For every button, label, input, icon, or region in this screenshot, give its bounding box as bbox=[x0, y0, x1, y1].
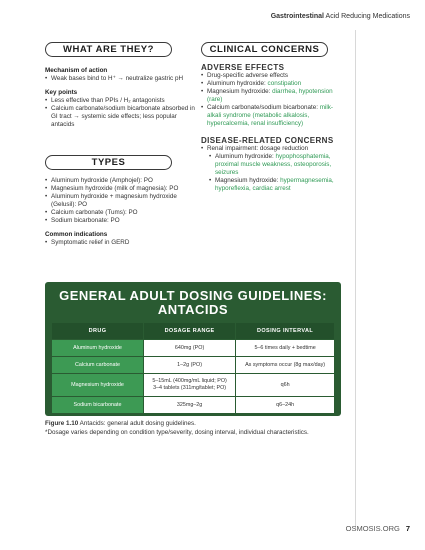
col-header-interval: DOSING INTERVAL bbox=[236, 323, 335, 340]
dosage-cell: 640mg (PO) bbox=[144, 340, 236, 357]
indication-item: • Symptomatic relief in GERD bbox=[45, 239, 195, 247]
col-header-drug: DRUG bbox=[52, 323, 144, 340]
interval-cell: q6–24h bbox=[236, 397, 335, 414]
figure-number: Figure 1.10 bbox=[45, 420, 79, 427]
header-section: Gastrointestinal bbox=[270, 13, 324, 20]
figure-caption bbox=[45, 420, 309, 437]
adverse-effect-item: • Aluminum hydroxide: constipation bbox=[201, 80, 339, 88]
col-header-dosage: DOSAGE RANGE bbox=[144, 323, 236, 340]
interval-cell: As symptoms occur (8g max/day) bbox=[236, 357, 335, 374]
dosage-cell: 1–2g (PO) bbox=[144, 357, 236, 374]
figure-note: *Dosage varies depending on condition type/severity, dosing interval, individual characteristics. bbox=[45, 428, 309, 436]
interval-cell: 5–6 times daily + bedtime bbox=[236, 340, 335, 357]
dosage-cell: 325mg–2g bbox=[144, 397, 236, 414]
adverse-effects-list bbox=[201, 72, 339, 128]
dosing-title-line2: ANTACIDS bbox=[157, 302, 229, 317]
dosage-cell: 5–15mL (400mg/mL liquid; PO) 3–4 tablets (311mg/tablet; PO) bbox=[144, 374, 236, 397]
disease-concerns-list bbox=[201, 145, 339, 193]
page-number: 7 bbox=[405, 524, 410, 533]
drug-cell: Sodium bicarbonate bbox=[52, 397, 144, 414]
type-item: • Sodium bicarbonate: PO bbox=[45, 217, 195, 225]
dosing-title bbox=[45, 289, 341, 317]
left-column-bottom bbox=[45, 177, 195, 247]
footer-site: OSMOSIS.ORG bbox=[345, 524, 400, 533]
adverse-effect-item: • Drug-specific adverse effects bbox=[201, 72, 339, 80]
mechanism-list bbox=[45, 75, 195, 83]
types-heading bbox=[45, 155, 172, 170]
indications-label: Common indications bbox=[45, 231, 108, 238]
figure-text: Antacids: general adult dosing guidelines. bbox=[78, 420, 196, 427]
key-points-list bbox=[45, 97, 195, 129]
margin-divider bbox=[355, 30, 356, 528]
renal-sub-item: • Aluminum hydroxide: hypophosphatemia, proximal muscle weakness, osteoporosis, seizures bbox=[201, 153, 339, 177]
mechanism-label: Mechanism of action bbox=[45, 67, 108, 74]
key-points-label: Key points bbox=[45, 89, 78, 96]
what-are-they-label: WHAT ARE THEY? bbox=[63, 44, 154, 55]
key-point-item: • Less effective than PPIs / H₂ antagonists bbox=[45, 97, 195, 105]
type-item: • Calcium carbonate (Tums): PO bbox=[45, 209, 195, 217]
indications-list bbox=[45, 239, 195, 247]
mechanism-item: • Weak bases bind to H⁺ → neutralize gastric pH bbox=[45, 75, 195, 83]
right-column bbox=[201, 64, 339, 193]
table-row bbox=[52, 374, 335, 397]
adverse-effects-heading: ADVERSE EFFECTS bbox=[201, 63, 285, 72]
drug-cell: Aluminum hydroxide bbox=[52, 340, 144, 357]
adverse-effect-item: • Calcium carbonate/sodium bicarbonate: milk-alkali syndrome (metabolic alkalosis, hypercalcemia, renal insufficiency) bbox=[201, 104, 339, 128]
drug-cell: Magnesium hydroxide bbox=[52, 374, 144, 397]
type-item: • Aluminum hydroxide (Amphojel): PO bbox=[45, 177, 195, 185]
adverse-effect-item: • Magnesium hydroxide: diarrhea, hypotension (rare) bbox=[201, 88, 339, 104]
disease-concerns-heading: DISEASE-RELATED CONCERNS bbox=[201, 136, 334, 145]
what-are-they-heading bbox=[45, 42, 172, 57]
interval-cell: q6h bbox=[236, 374, 335, 397]
key-point-item: • Calcium carbonate/sodium bicarbonate absorbed in GI tract → systemic side effects; less popular antacids bbox=[45, 105, 195, 129]
page-header bbox=[271, 13, 410, 20]
dosing-guidelines-box bbox=[45, 282, 341, 416]
clinical-concerns-label: CLINICAL CONCERNS bbox=[209, 44, 320, 55]
renal-impairment-item: • Renal impairment: dosage reduction bbox=[201, 145, 339, 153]
type-item: • Magnesium hydroxide (milk of magnesia): PO bbox=[45, 185, 195, 193]
clinical-concerns-heading bbox=[201, 42, 328, 57]
left-column-top bbox=[45, 67, 195, 129]
drug-cell: Calcium carbonate bbox=[52, 357, 144, 374]
renal-sub-item: • Magnesium hydroxide: hypermagnesemia, hyporeflexia, cardiac arrest bbox=[201, 177, 339, 193]
page-footer bbox=[346, 524, 410, 533]
table-row bbox=[52, 357, 335, 374]
table-row bbox=[52, 397, 335, 414]
table-row bbox=[52, 340, 335, 357]
dosing-title-line1: GENERAL ADULT DOSING GUIDELINES: bbox=[59, 288, 327, 303]
type-item: • Aluminum hydroxide + magnesium hydroxide (Gelusil): PO bbox=[45, 193, 195, 209]
header-topic: Acid Reducing Medications bbox=[324, 13, 410, 20]
types-list bbox=[45, 177, 195, 225]
types-label: TYPES bbox=[91, 157, 126, 168]
dosing-table bbox=[51, 322, 335, 414]
